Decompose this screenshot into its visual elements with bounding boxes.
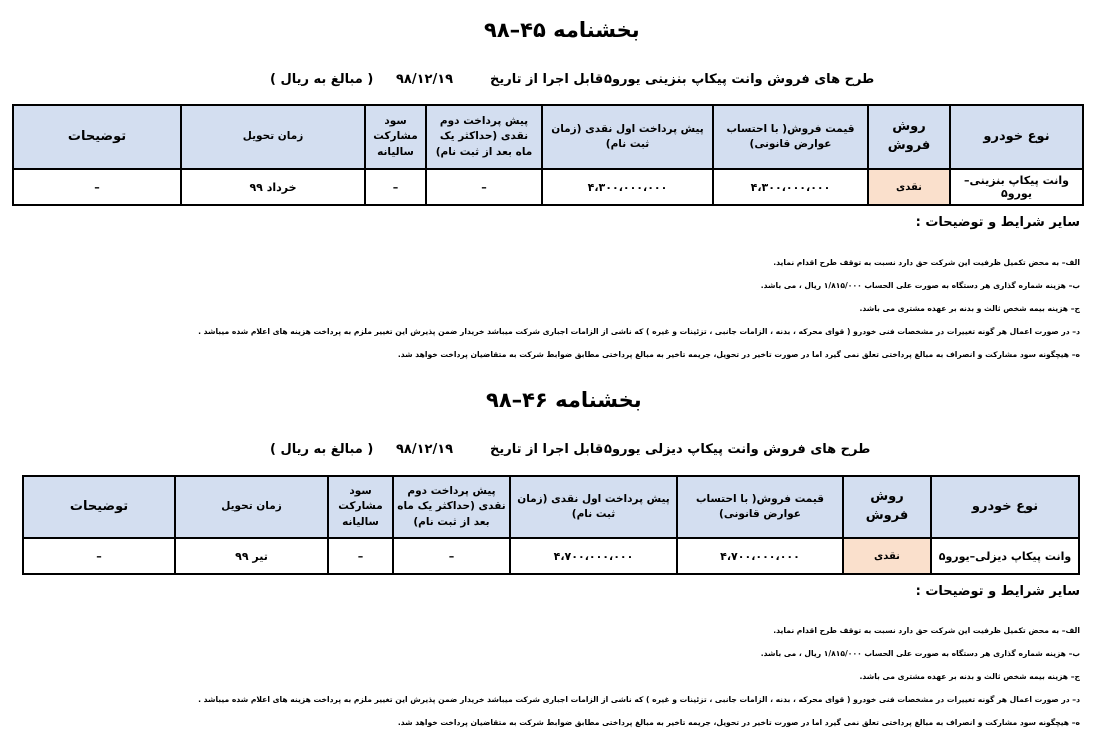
cell-first-prepay: ۴،۷۰۰،۰۰۰،۰۰۰ (510, 538, 677, 574)
header-delivery: زمان تحویل (175, 476, 328, 538)
header-sale-method: روش فروش (868, 105, 950, 169)
plan-title: طرح های فروش وانت پیکاپ دیزلی یورو۵ (604, 442, 871, 457)
cell-profit: – (365, 169, 426, 205)
cell-notes: – (13, 169, 181, 205)
cell-profit: – (328, 538, 393, 574)
conditions-title: سایر شرایط و توضیحات : (915, 215, 1080, 230)
cell-delivery: تیر ۹۹ (175, 538, 328, 574)
cell-second-prepay: – (426, 169, 542, 205)
cell-sale-method: نقدی (868, 169, 950, 205)
cell-price: ۴،۷۰۰،۰۰۰،۰۰۰ (677, 538, 843, 574)
cell-delivery: خرداد ۹۹ (181, 169, 365, 205)
cell-vehicle: وانت پیکاپ بنزینی– یورو۵ (950, 169, 1083, 205)
header-profit: سود مشارکت سالیانه (365, 105, 426, 169)
table-row (23, 538, 1079, 574)
header-notes: توضیحات (13, 105, 181, 169)
condition-item: د– در صورت اعمال هر گونه تغییرات در مشخصات فنی خودرو ( قوای محرکه ، بدنه ، الزامات جانبی ، تزئینات و غیره ) که ناشی از الزامات اجباری شرکت میباشد خریدار ضمن پذیرش این تغییر ملزم به پرداخت هزینه های اعلام شده میباشد . (198, 695, 1080, 704)
effective-date: ۹۸/۱۲/۱۹ (396, 442, 454, 457)
cell-first-prepay: ۴،۳۰۰،۰۰۰،۰۰۰ (542, 169, 713, 205)
condition-item: ب– هزینه شماره گذاری هر دستگاه به صورت علی الحساب ۱/۸۱۵/۰۰۰ ریال ، می باشد. (760, 649, 1080, 658)
header-price: قیمت فروش( با احتساب عوارض قانونی) (713, 105, 868, 169)
cell-sale-method: نقدی (843, 538, 931, 574)
condition-item: الف– به محض تکمیل ظرفیت این شرکت حق دارد نسبت به توقف طرح اقدام نماید. (773, 258, 1080, 267)
conditions-title: سایر شرایط و توضیحات : (915, 584, 1080, 599)
header-vehicle: نوع خودرو (950, 105, 1083, 169)
circular-title: بخشنامه ۴۵–۹۸ (484, 18, 640, 42)
condition-item: ه– هیچگونه سود مشارکت و انصراف به مبالغ پرداختی تعلق نمی گیرد اما در صورت تاخیر در تحویل، جریمه تاخیر به مبالغ پرداختی مطابق ضوابط شرکت به متقاضیان پرداخت خواهد شد. (397, 718, 1080, 727)
table-header-row (23, 476, 1079, 538)
header-vehicle: نوع خودرو (931, 476, 1079, 538)
circular-title: بخشنامه ۴۶–۹۸ (486, 388, 642, 412)
price-table (12, 104, 1084, 206)
condition-item: ه– هیچگونه سود مشارکت و انصراف به مبالغ پرداختی تعلق نمی گیرد اما در صورت تاخیر در تحویل، جریمه تاخیر به مبالغ پرداختی مطابق ضوابط شرکت به متقاضیان پرداخت خواهد شد. (397, 350, 1080, 359)
cell-notes: – (23, 538, 175, 574)
condition-item: ج– هزینه بیمه شخص ثالث و بدنه بر عهده مشتری می باشد. (859, 672, 1080, 681)
currency-note: ( مبالغ به ریال ) (270, 442, 374, 457)
table-header-row (13, 105, 1083, 169)
condition-item: ب– هزینه شماره گذاری هر دستگاه به صورت علی الحساب ۱/۸۱۵/۰۰۰ ریال ، می باشد. (760, 281, 1080, 290)
header-second-prepay: پیش پرداخت دوم نقدی (حداکثر یک ماه بعد از ثبت نام) (393, 476, 510, 538)
cell-vehicle: وانت پیکاپ دیزلی–یورو۵ (931, 538, 1079, 574)
header-price: قیمت فروش( با احتساب عوارض قانونی) (677, 476, 843, 538)
header-notes: توضیحات (23, 476, 175, 538)
header-first-prepay: پیش پرداخت اول نقدی (زمان ثبت نام) (510, 476, 677, 538)
currency-note: ( مبالغ به ریال ) (270, 72, 374, 87)
effective-label: قابل اجرا از تاریخ (490, 442, 604, 457)
header-profit: سود مشارکت سالیانه (328, 476, 393, 538)
cell-second-prepay: – (393, 538, 510, 574)
effective-date: ۹۸/۱۲/۱۹ (396, 72, 454, 87)
condition-item: د– در صورت اعمال هر گونه تغییرات در مشخصات فنی خودرو ( قوای محرکه ، بدنه ، الزامات جانبی ، تزئینات و غیره ) که ناشی از الزامات اجباری شرکت میباشد خریدار ضمن پذیرش این تغییر ملزم به پرداخت هزینه های اعلام شده میباشد . (198, 327, 1080, 336)
cell-price: ۴،۳۰۰،۰۰۰،۰۰۰ (713, 169, 868, 205)
plan-title: طرح های فروش وانت پیکاپ بنزینی یورو۵ (604, 72, 875, 87)
effective-label: قابل اجرا از تاریخ (490, 72, 604, 87)
condition-item: ج– هزینه بیمه شخص ثالث و بدنه بر عهده مشتری می باشد. (859, 304, 1080, 313)
header-first-prepay: پیش پرداخت اول نقدی (زمان ثبت نام) (542, 105, 713, 169)
table-row (13, 169, 1083, 205)
header-sale-method: روش فروش (843, 476, 931, 538)
condition-item: الف– به محض تکمیل ظرفیت این شرکت حق دارد نسبت به توقف طرح اقدام نماید. (773, 626, 1080, 635)
header-second-prepay: پیش پرداخت دوم نقدی (حداکثر یک ماه بعد از ثبت نام) (426, 105, 542, 169)
price-table (22, 475, 1080, 575)
header-delivery: زمان تحویل (181, 105, 365, 169)
